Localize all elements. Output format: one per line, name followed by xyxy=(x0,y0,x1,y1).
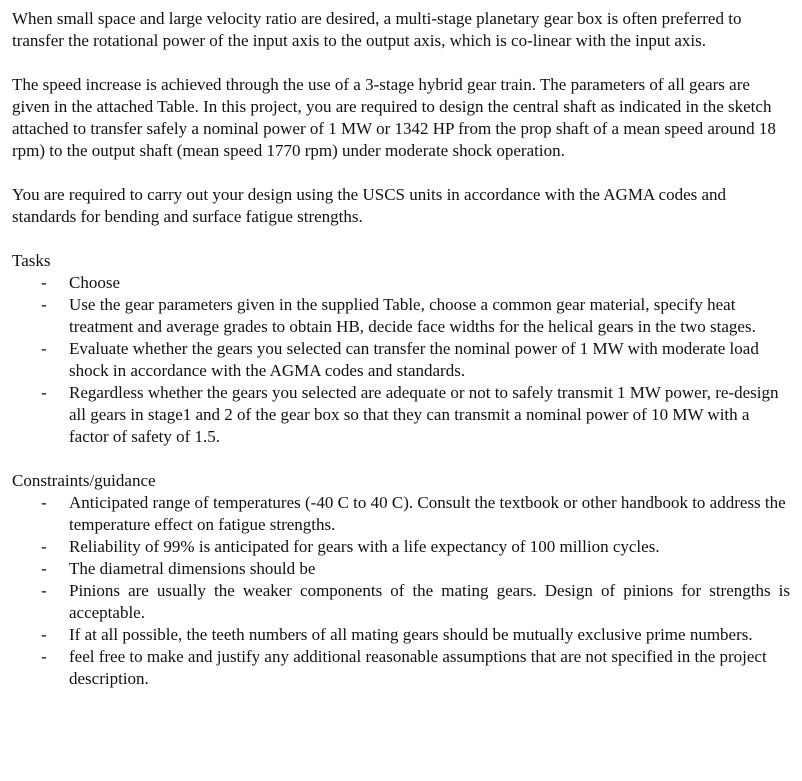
bullet-dash: - xyxy=(41,339,47,358)
constraint-item-text: Anticipated range of temperatures (-40 C to 40 C). Consult the textbook or other handbook to address the temperature effect on fatigue strengths. xyxy=(69,493,786,534)
task-item-text: Use the gear parameters given in the supplied Table, choose a common gear material, specify heat treatment and average grades to obtain HB, decide face widths for the helical gears in the two stages. xyxy=(69,295,756,336)
list-item xyxy=(12,646,790,690)
intro-paragraph-1: When small space and large velocity ratio are desired, a multi-stage planetary gear box is often preferred to transfer the rotational power of the input axis to the output axis, which is co-linear with the input axis. xyxy=(12,9,742,50)
tasks-heading: Tasks xyxy=(12,251,51,270)
task-item-text: Choose xyxy=(69,273,120,292)
list-item xyxy=(12,294,790,338)
bullet-dash: - xyxy=(41,625,47,644)
constraints-list xyxy=(12,492,790,690)
constraints-heading: Constraints/guidance xyxy=(12,471,156,490)
list-item xyxy=(12,558,790,580)
list-item xyxy=(12,272,790,294)
bullet-dash: - xyxy=(41,493,47,512)
list-item xyxy=(12,624,790,646)
constraint-item-text: Pinions are usually the weaker components of the mating gears. Design of pinions for strengths is acceptable. xyxy=(69,581,790,622)
bullet-dash: - xyxy=(41,273,47,292)
list-item xyxy=(12,382,790,448)
intro-paragraph-2: The speed increase is achieved through the use of a 3-stage hybrid gear train. The parameters of all gears are given in the attached Table. In this project, you are required to design the central shaft as indicated in the sketch attached to transfer safely a nominal power of 1 MW or 1342 HP from the prop shaft of a mean speed around 18 rpm) to the output shaft (mean speed 1770 rpm) under moderate shock operation. xyxy=(12,75,776,160)
tasks-list xyxy=(12,272,790,448)
bullet-dash: - xyxy=(41,295,47,314)
bullet-dash: - xyxy=(41,581,47,600)
task-item-text: Evaluate whether the gears you selected can transfer the nominal power of 1 MW with moderate load shock in accordance with the AGMA codes and standards. xyxy=(69,339,759,380)
task-item-text: Regardless whether the gears you selected are adequate or not to safely transmit 1 MW power, re-design all gears in stage1 and 2 of the gear box so that they can transmit a nominal power of 10 MW with a factor of safety of 1.5. xyxy=(69,383,779,446)
constraint-item-text: If at all possible, the teeth numbers of all mating gears should be mutually exclusive prime numbers. xyxy=(69,625,753,644)
bullet-dash: - xyxy=(41,647,47,666)
bullet-dash: - xyxy=(41,537,47,556)
bullet-dash: - xyxy=(41,383,47,402)
constraint-item-text: feel free to make and justify any additional reasonable assumptions that are not specified in the project description. xyxy=(69,647,767,688)
list-item xyxy=(12,536,790,558)
bullet-dash: - xyxy=(41,559,47,578)
constraint-item-text: Reliability of 99% is anticipated for gears with a life expectancy of 100 million cycles. xyxy=(69,537,660,556)
intro-paragraph-3: You are required to carry out your design using the USCS units in accordance with the AGMA codes and standards for bending and surface fatigue strengths. xyxy=(12,185,727,226)
list-item xyxy=(12,338,790,382)
list-item xyxy=(12,492,790,536)
constraint-item-text: The diametral dimensions should be xyxy=(69,559,316,578)
list-item xyxy=(12,580,790,624)
